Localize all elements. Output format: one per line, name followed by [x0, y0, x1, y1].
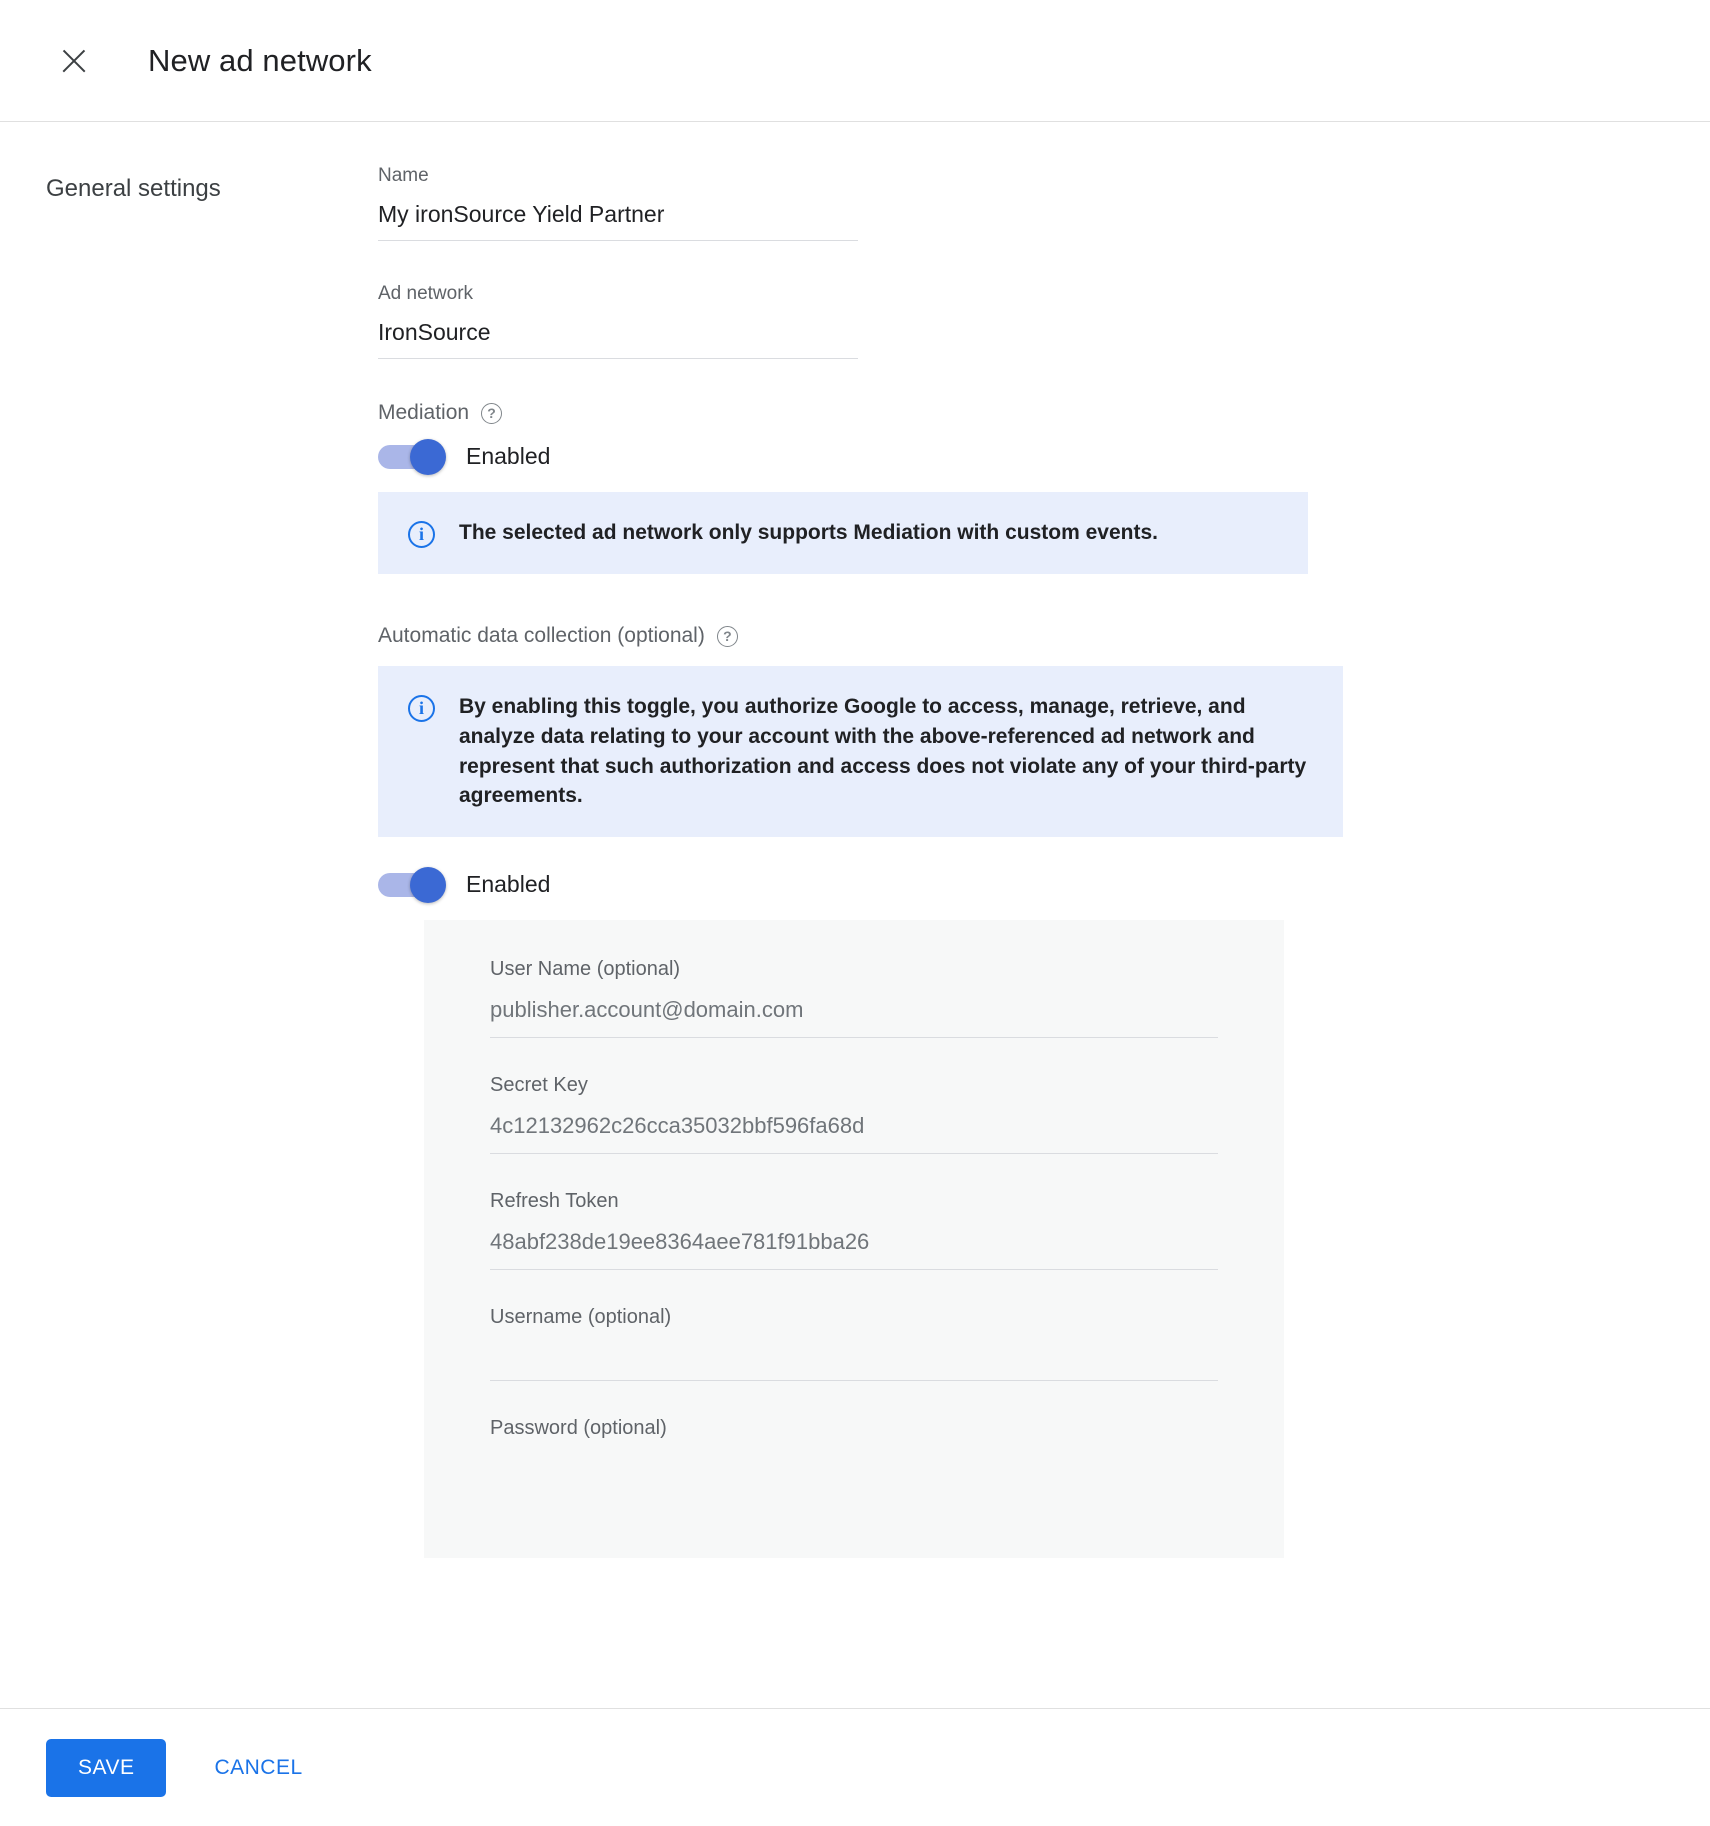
credentials-panel: [424, 920, 1284, 1558]
password-input[interactable]: [490, 1456, 1218, 1492]
auto-data-label: Automatic data collection (optional): [378, 624, 705, 647]
password-field[interactable]: [490, 1417, 1218, 1492]
mediation-toggle[interactable]: [378, 445, 444, 469]
close-icon[interactable]: [46, 33, 102, 89]
spacer: [378, 574, 1670, 624]
user-name-input[interactable]: publisher.account@domain.com: [490, 997, 1218, 1038]
ad-network-field[interactable]: [378, 283, 858, 359]
dialog-footer: [0, 1708, 1710, 1826]
general-settings-section: [0, 123, 1710, 920]
info-icon: i: [408, 695, 435, 722]
secret-key-label: Secret Key: [490, 1074, 588, 1097]
toggle-knob: [410, 439, 446, 475]
section-body: [378, 165, 1710, 920]
username-label: Username (optional): [490, 1306, 672, 1329]
auto-data-label-row: [378, 624, 1670, 648]
ad-network-label: Ad network: [378, 283, 474, 304]
mediation-info-banner: [378, 492, 1308, 574]
user-name-field[interactable]: [490, 958, 1218, 1038]
cancel-button[interactable]: CANCEL: [188, 1739, 328, 1797]
close-glyph: [59, 46, 89, 76]
info-icon: i: [408, 521, 435, 548]
refresh-token-field[interactable]: [490, 1190, 1218, 1270]
auto-data-toggle[interactable]: [378, 873, 444, 897]
name-field[interactable]: [378, 165, 858, 241]
section-title: General settings: [46, 175, 221, 202]
dialog-content: [0, 123, 1710, 1708]
help-icon[interactable]: ?: [481, 403, 502, 424]
save-button[interactable]: SAVE: [46, 1739, 166, 1797]
name-label: Name: [378, 165, 429, 186]
username-input[interactable]: [490, 1345, 1218, 1381]
help-icon[interactable]: ?: [717, 626, 738, 647]
dialog-header: [0, 0, 1710, 122]
auto-data-toggle-label: Enabled: [466, 871, 551, 898]
auto-data-toggle-row[interactable]: [378, 871, 1670, 898]
mediation-toggle-row[interactable]: [378, 443, 1670, 470]
user-name-label: User Name (optional): [490, 958, 681, 981]
refresh-token-label: Refresh Token: [490, 1190, 619, 1213]
auto-data-info-banner: [378, 666, 1343, 837]
secret-key-field[interactable]: [490, 1074, 1218, 1154]
mediation-label-row: [378, 401, 1670, 425]
name-input[interactable]: My ironSource Yield Partner: [378, 201, 858, 241]
password-label: Password (optional): [490, 1417, 667, 1440]
mediation-toggle-label: Enabled: [466, 443, 551, 469]
page-title: New ad network: [148, 42, 372, 78]
ad-network-input[interactable]: IronSource: [378, 319, 858, 359]
username-field[interactable]: [490, 1306, 1218, 1381]
auto-data-info-text: By enabling this toggle, you authorize Google to access, manage, retrieve, and analyze data relating to your account with the above-referenced ad network and represent that such authorization and access does not violate any of your third-party agreements.: [459, 695, 1307, 808]
mediation-label: Mediation: [378, 401, 470, 424]
spacer: [378, 837, 1670, 871]
secret-key-input[interactable]: 4c12132962c26cca35032bbf596fa68d: [490, 1113, 1218, 1154]
refresh-token-input[interactable]: 48abf238de19ee8364aee781f91bba26: [490, 1229, 1218, 1270]
toggle-knob: [410, 867, 446, 903]
mediation-info-text: The selected ad network only supports Mediation with custom events.: [459, 521, 1158, 544]
